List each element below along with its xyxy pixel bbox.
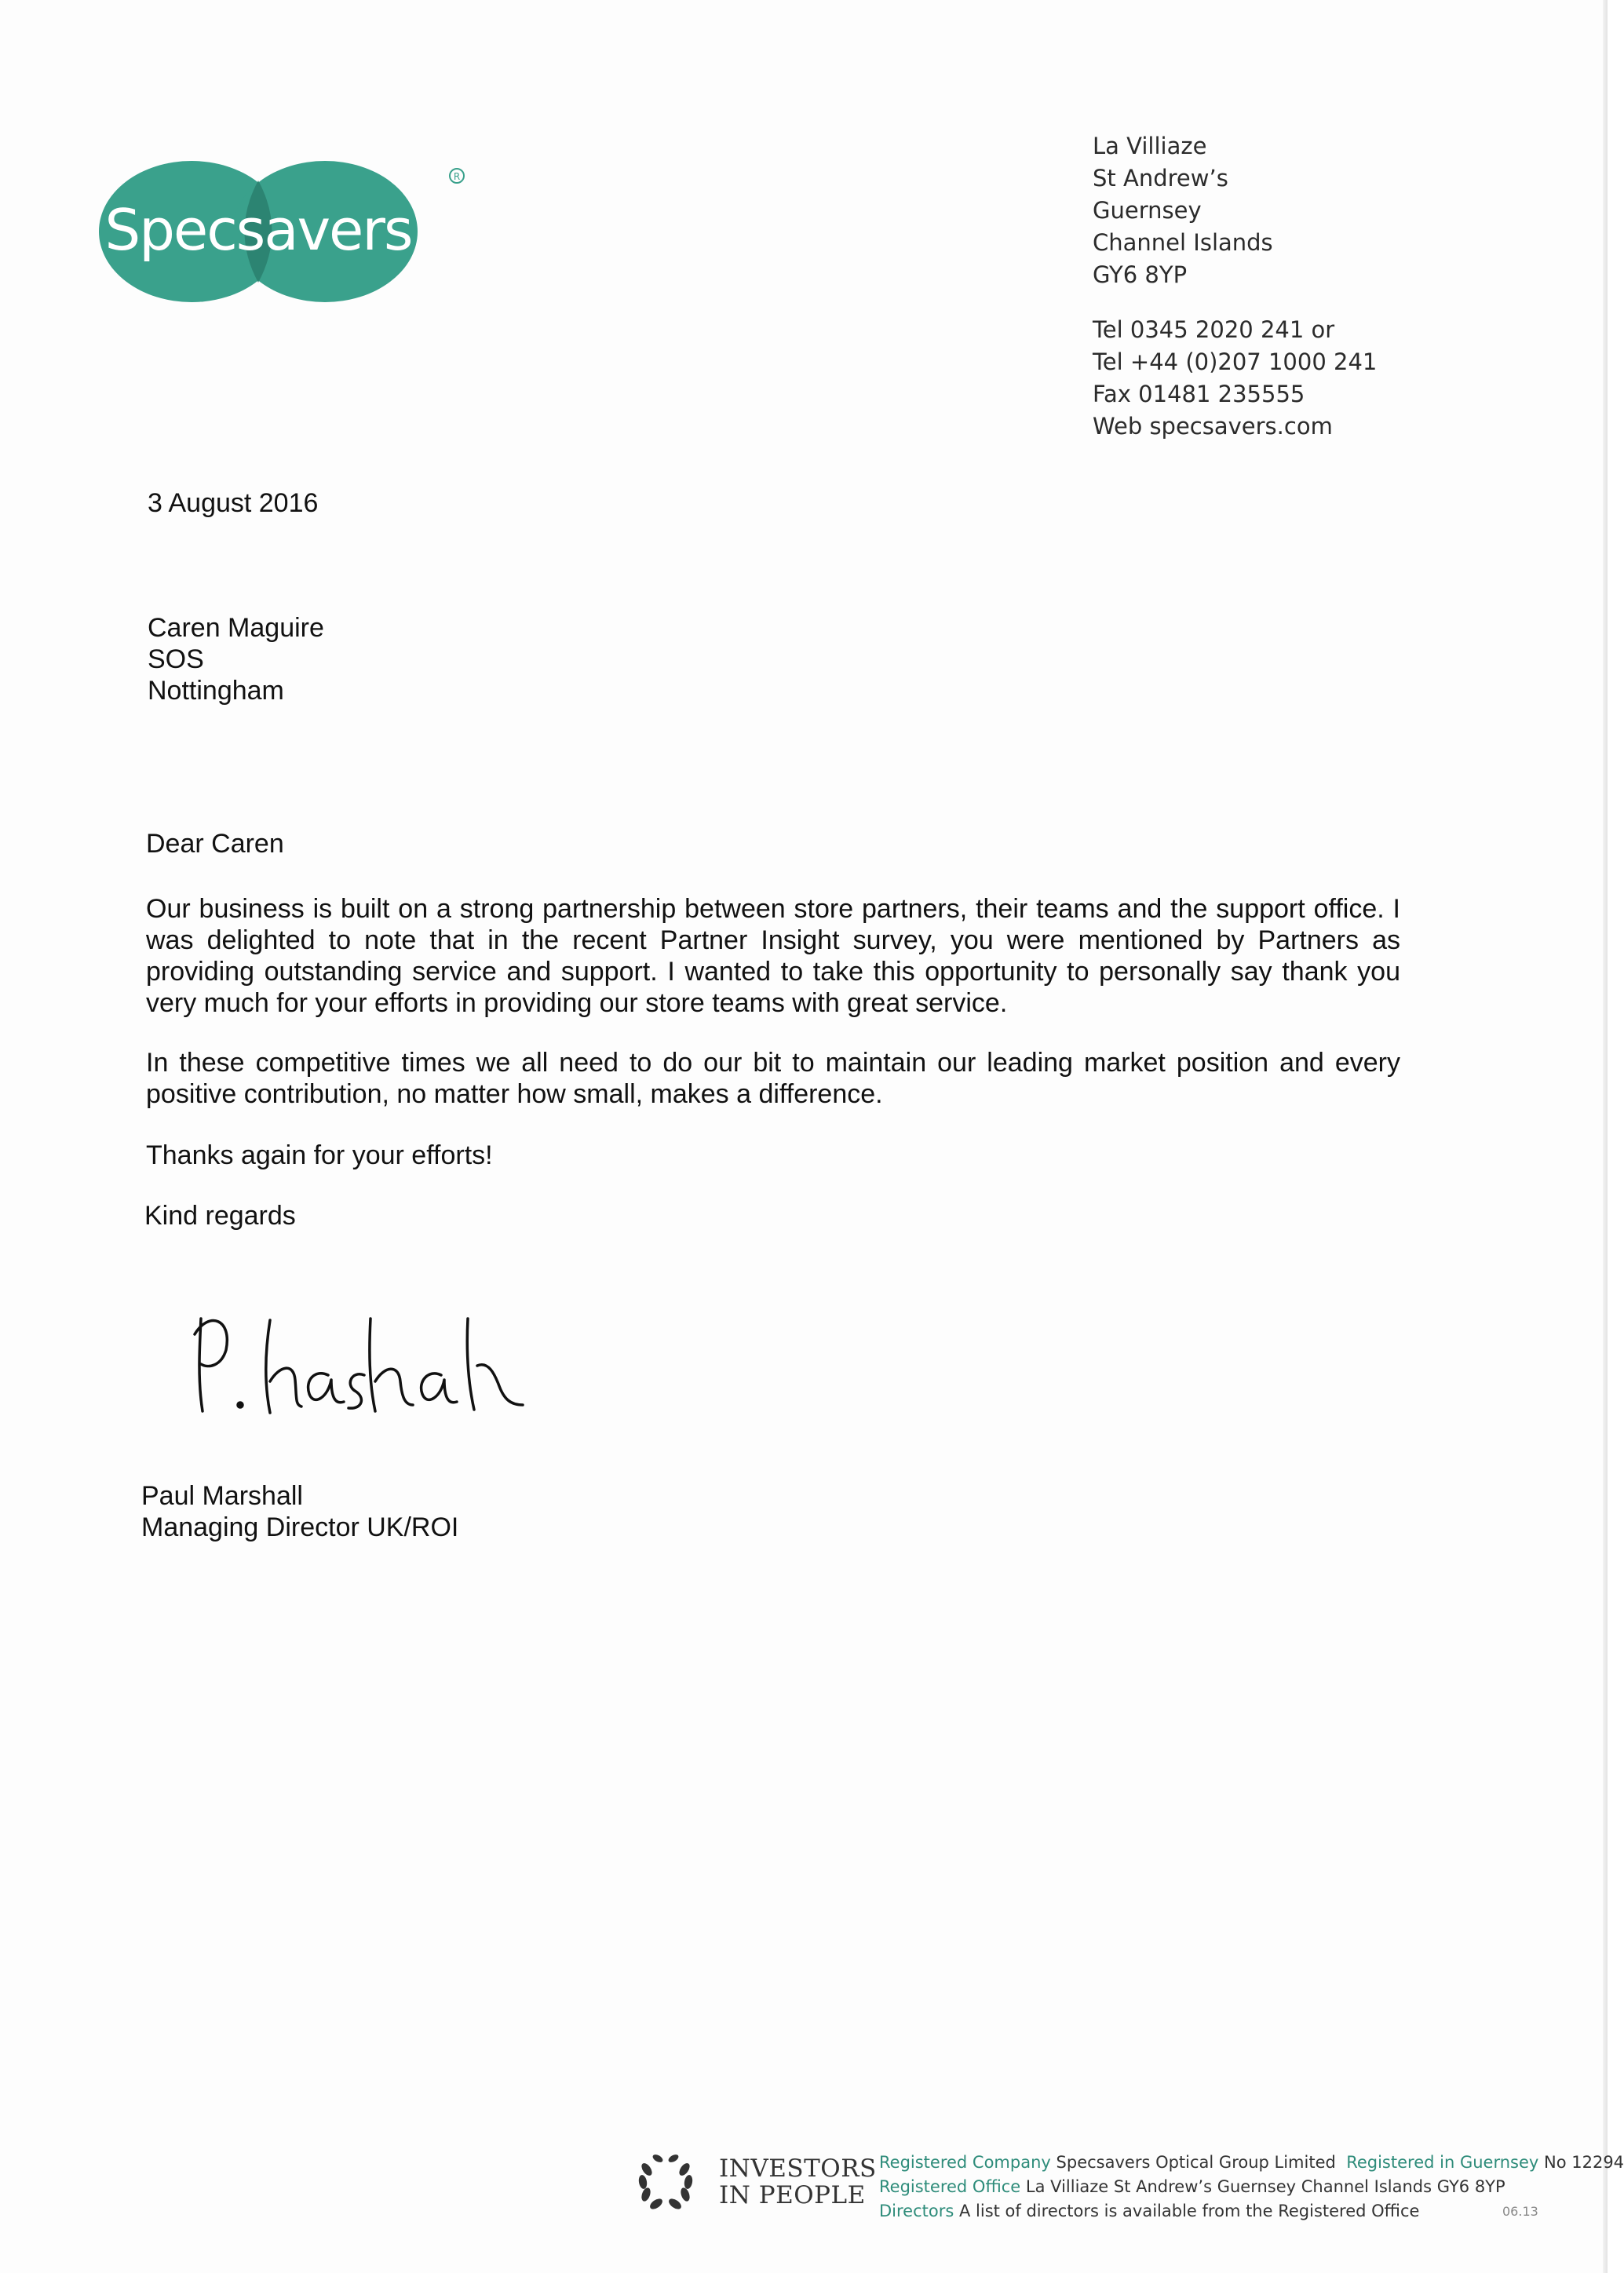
legal-key: Registered Office (879, 2177, 1021, 2196)
form-code: 06.13 (1502, 2204, 1538, 2219)
svg-text:R: R (453, 171, 461, 182)
iip-line1: INVESTORS (719, 2154, 877, 2183)
legal-line (879, 2175, 1624, 2199)
recipient-block (148, 612, 324, 706)
legal-value: Specsavers Optical Group Limited (1056, 2153, 1336, 2172)
legal-key: Registered Company (879, 2153, 1051, 2172)
contact-line: Web specsavers.com (1093, 413, 1333, 440)
body-paragraph: In these competitive times we all need to do our bit to maintain our leading market position and every positive contribution, no matter how small, makes a difference. (146, 1048, 1400, 1109)
handwritten-signature (177, 1287, 586, 1428)
legal-value: La Villiaze St Andrew’s Guernsey Channel Islands GY6 8YP (1025, 2177, 1505, 2196)
specsavers-logo (97, 157, 482, 306)
legal-key: Directors (879, 2202, 954, 2220)
recipient-department: SOS (148, 644, 204, 674)
signatory (141, 1480, 458, 1543)
recipient-name: Caren Maguire (148, 613, 324, 643)
sender-contacts (1093, 314, 1377, 443)
address-line: Guernsey (1093, 197, 1202, 224)
address-line: La Villiaze (1093, 133, 1207, 159)
legal-line (879, 2151, 1624, 2175)
body-paragraph: Our business is built on a strong partnership between store partners, their teams and the support office. I was delighted to note that in the recent Partner Insight survey, you were mentioned by Partners as providing outstanding service and support. I wanted to take this opportunity to personally say thank you very much for your efforts in providing our store teams with great service. (146, 894, 1400, 1018)
salutation: Dear Caren (146, 829, 284, 859)
legal-value: A list of directors is available from the Registered Office (959, 2202, 1420, 2220)
investors-in-people-logo (636, 2149, 877, 2212)
address-line: Channel Islands (1093, 229, 1273, 256)
closing: Kind regards (144, 1201, 296, 1231)
address-line: St Andrew’s (1093, 165, 1228, 192)
iip-wordmark (719, 2155, 877, 2209)
laurel-wreath-icon (636, 2149, 695, 2212)
signatory-title: Managing Director UK/ROI (141, 1512, 459, 1542)
legal-value: No 12294 (1544, 2153, 1624, 2172)
contact-line: Tel 0345 2020 241 or (1093, 316, 1335, 343)
letter-date: 3 August 2016 (148, 488, 319, 518)
iip-line2: IN PEOPLE (719, 2181, 866, 2209)
legal-key: Registered in Guernsey (1346, 2153, 1539, 2172)
recipient-city: Nottingham (148, 676, 284, 706)
logo-wordmark: Specsavers (104, 197, 412, 263)
signatory-name: Paul Marshall (141, 1481, 303, 1511)
body-paragraph: Thanks again for your efforts! (146, 1140, 493, 1170)
sender-address (1093, 130, 1273, 291)
contact-line: Fax 01481 235555 (1093, 381, 1305, 407)
address-line: GY6 8YP (1093, 261, 1188, 288)
contact-line: Tel +44 (0)207 1000 241 (1093, 348, 1378, 375)
page-edge (1603, 0, 1608, 2273)
